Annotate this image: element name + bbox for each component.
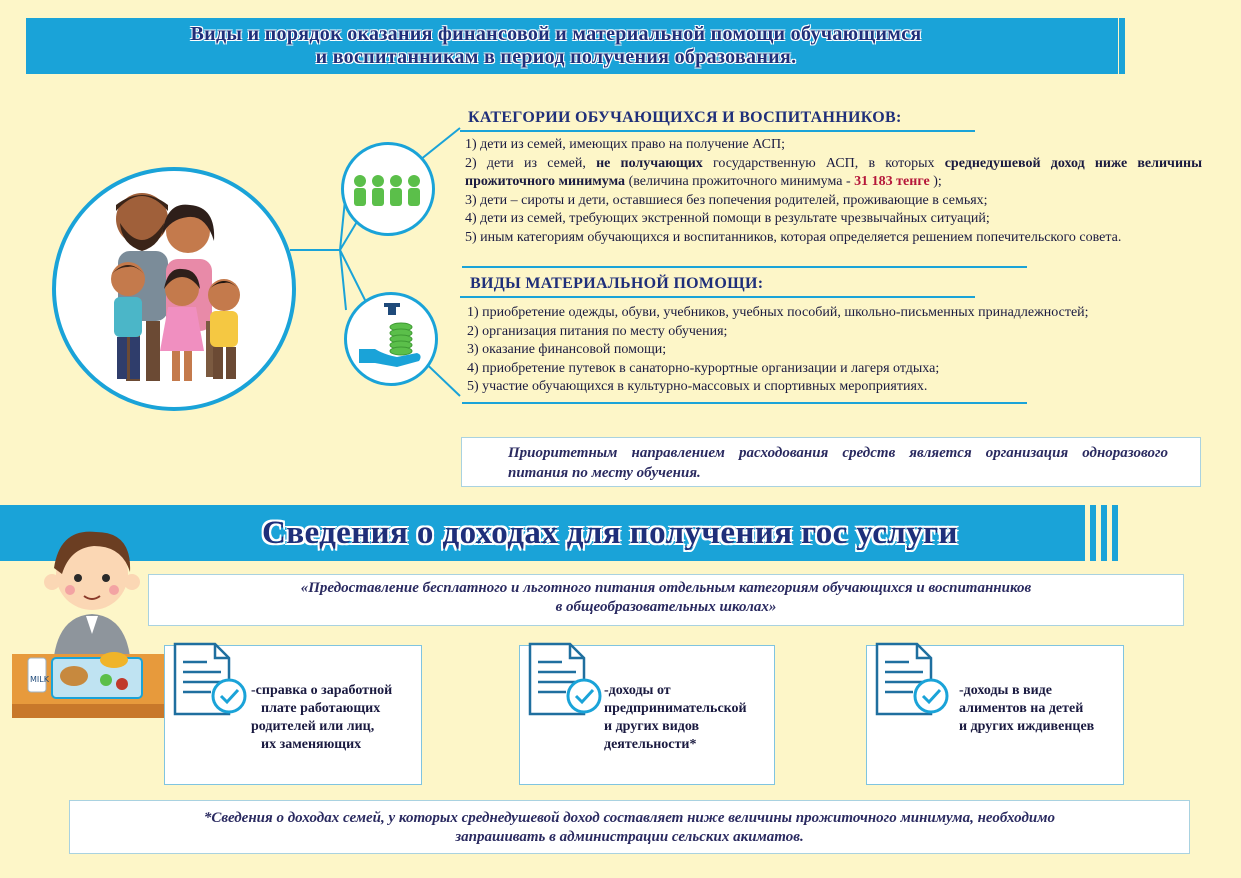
page-title: Виды и порядок оказания финансовой и материальной помощи обучающимся и воспитанникам в период получения образования. xyxy=(190,23,922,68)
income-card xyxy=(866,645,1124,785)
aid-list xyxy=(467,304,1207,397)
category-item-3: 3) дети – сироты и дети, оставшиеся без попечения родителей, проживающие в семьях; xyxy=(465,192,988,208)
card-text: -доходы в виде алиментов на детей и других иждивенцев xyxy=(959,683,1095,734)
family-circle xyxy=(52,167,296,411)
top-banner xyxy=(26,18,1118,74)
group-icon-circle xyxy=(341,142,435,236)
categories-list xyxy=(465,136,1202,247)
banner-stripes xyxy=(1097,18,1125,74)
milk-label: MILK xyxy=(30,675,49,684)
banner-stripes xyxy=(1090,505,1118,561)
aid-item: 2) организация питания по месту обучения; xyxy=(467,323,728,339)
category-item-2: 2) дети из семей, не получающих государственную АСП, в которых среднедушевой доход ниже величины прожиточного минимума (величина прожиточного минимума - 31 183 тенге ); xyxy=(465,155,1203,189)
priority-note: Приоритетным направлением расходования средств является организация одноразового питания по месту обучения. xyxy=(461,437,1201,487)
subsistence-amount: 31 183 тенге xyxy=(854,174,930,189)
aid-title-underline xyxy=(460,296,975,298)
document-check-icon xyxy=(526,640,604,724)
category-item-5: 5) иным категориям обучающихся и воспитанников, которая определяется решением попечительского совета. xyxy=(465,229,1122,245)
aid-item: 1) приобретение одежды, обуви, учебников, учебных пособий, школьно-письменных принадлежностей; xyxy=(467,305,1089,320)
categories-title-underline xyxy=(460,130,975,132)
categories-bottom-line xyxy=(462,266,1027,268)
service-quote: «Предоставление бесплатного и льготного питания отдельным категориям обучающихся и воспитанников в общеобразовательных школах» xyxy=(148,574,1184,626)
money-icon-circle xyxy=(344,292,438,386)
aid-item: 5) участие обучающихся в культурно-массовых и спортивных мероприятиях. xyxy=(467,379,928,394)
money-hand-icon xyxy=(347,295,435,383)
income-title: Сведения о доходах для получения гос услуги xyxy=(262,514,958,551)
category-item-1: 1) дети из семей, имеющих право на получение АСП; xyxy=(465,137,786,152)
category-item-4: 4) дети из семей, требующих экстренной помощи в результате чрезвычайных ситуаций; xyxy=(465,211,990,226)
document-check-icon xyxy=(873,640,951,724)
aid-bottom-line xyxy=(462,402,1027,404)
family-illustration xyxy=(56,171,292,407)
aid-title: ВИДЫ МАТЕРИАЛЬНОЙ ПОМОЩИ: xyxy=(470,275,764,292)
people-group-icon xyxy=(344,145,432,233)
aid-item: 3) оказание финансовой помощи; xyxy=(467,342,667,357)
card-text: -доходы от предпринимательской и других видов деятельности* xyxy=(604,683,747,752)
income-card xyxy=(164,645,422,785)
document-check-icon xyxy=(171,640,249,724)
footnote: *Сведения о доходах семей, у которых среднедушевой доход составляет ниже величины прожиточного минимума, необходимо запрашивать в администрации сельских акиматов. xyxy=(69,800,1190,854)
card-text: -справка о заработной плате работающих родителей или лиц, их заменяющих xyxy=(251,683,393,752)
aid-item: 4) приобретение путевок в санаторно-курортные организации и лагеря отдыха; xyxy=(467,360,940,376)
income-card xyxy=(519,645,775,785)
student-lunch-illustration xyxy=(10,522,170,722)
categories-title: КАТЕГОРИИ ОБУЧАЮЩИХСЯ И ВОСПИТАННИКОВ: xyxy=(468,109,902,126)
